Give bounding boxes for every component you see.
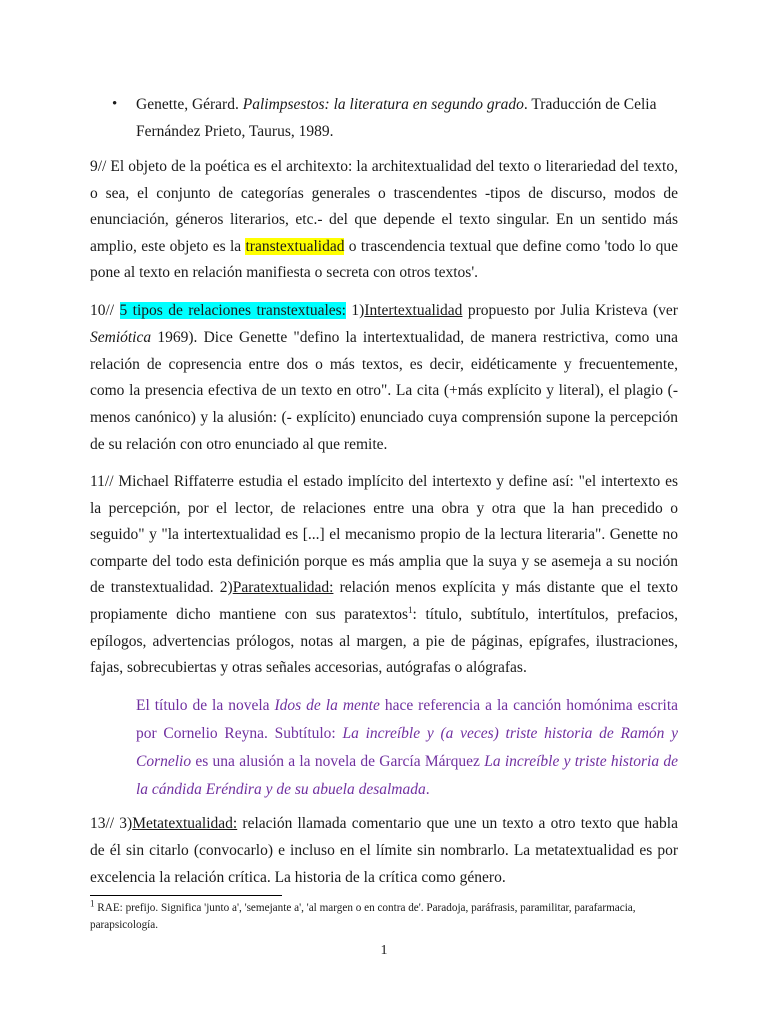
paragraph-9 <box>90 154 678 287</box>
p11-text-a: 11// Michael Riffaterre estudia el estado implícito del intertexto y define así: "el intertexto es la percepción, por el lector, de relaciones entre una obra y otra que la han precedido o seguido" y "la intertextualidad es [...] el mecanismo propio de la lectura literaria". Genette no comparte del todo esta definición porque es más amplia que la suya y se asemeja a su noción de transtextualidad. 2) <box>90 473 678 597</box>
quote-work-2: La increíble y (a veces) triste historia de Ramón y Cornelio <box>136 725 679 770</box>
p13-number: 13// 3) <box>90 815 133 832</box>
page-number: 1 <box>380 943 388 958</box>
paragraph-11 <box>90 469 678 682</box>
p11-text-c: : título, subtítulo, intertítulos, prefacios, epílogos, advertencias prólogos, notas al margen, a pie de páginas, epígrafes, ilustraciones, fajas, sobrecubiertas y otras señales accesorias, autógrafas o alógrafas. <box>90 605 678 677</box>
p10-text-b: propuesto por Julia Kristeva (ver <box>462 302 678 319</box>
footnote-text: RAE: prefijo. Significa 'junto a', 'semejante a', 'al margen o en contra de'. Paradoja, paráfrasis, paramilitar, parafarmacia, parapsicología. <box>90 902 636 931</box>
footnote-marker: 1 <box>90 898 95 909</box>
quote-text-c: es una alusión a la novela de García Márquez <box>191 753 485 770</box>
p13-text: relación llamada comentario que une un texto a otro texto que habla de él sin citarlo (convocarlo) e incluso en el límite sin nombrarlo. La metatextualidad es por excelencia la relación crítica. La historia de la crítica como género. <box>90 815 678 886</box>
example-quote <box>136 692 678 804</box>
bibliography-entry <box>136 91 676 145</box>
bib-author: Genette, Gérard. <box>136 96 243 113</box>
p10-text-c: 1969). Dice Genette "defino la intertextualidad, de manera restrictiva, como una relación de copresencia entre dos o más textos, es decir, eidéticamente y frecuentemente, como la presencia efectiva de un texto en otro". La cita (+más explícito y literal), el plagio (-menos canónico) y la alusión: (- explícito) enunciado cuya comprensión supone la percepción de su relación con otro enunciado al que remite. <box>90 328 678 453</box>
p9-text-a: 9// El objeto de la poética es el architexto: la architextualidad del texto o literariedad del texto, o sea, el conjunto de categorías generales o trascendentes -tipos de discurso, modos de enunciación, géneros literarios, etc.- del que depende el texto singular. En un sentido más amplio, este objeto es la <box>90 158 678 255</box>
p13-term: Metatextualidad: <box>132 815 238 832</box>
p10-term: Intertextualidad <box>364 302 463 319</box>
bib-title: Palimpsestos: la literatura en segundo grado <box>242 96 524 113</box>
p10-work: Semiótica <box>90 328 152 346</box>
p11-text-b: relación menos explícita y más distante que el texto propiamente dicho mantiene con sus paratextos <box>90 579 678 623</box>
footnote <box>90 900 680 934</box>
bullet-icon: • <box>112 96 118 112</box>
quote-text-b: hace referencia a la canción homónima escrita por Cornelio Reyna. Subtítulo: <box>136 697 679 742</box>
quote-work-3: La increíble y triste historia de la cándida Eréndira y de su abuela desalmada <box>136 753 678 798</box>
p9-highlight: transtextualidad <box>245 237 345 255</box>
quote-text-a: El título de la novela <box>136 697 275 714</box>
p10-number: 10// <box>90 302 120 319</box>
bib-rest: . Traducción de Celia Fernández Prieto, Taurus, 1989. <box>136 96 657 140</box>
quote-text-d: . <box>425 781 430 798</box>
p11-term: Paratextualidad: <box>232 579 334 597</box>
p10-text-a: 1) <box>346 302 365 319</box>
p9-text-b: o trascendencia textual que define como 'todo lo que pone al texto en relación manifiesta o secreta con otros textos'. <box>90 237 678 282</box>
footnote-reference[interactable]: 1 <box>408 604 413 615</box>
quote-work-1: Idos de la mente <box>274 697 380 714</box>
p10-highlight: 5 tipos de relaciones transtextuales: <box>119 302 346 319</box>
paragraph-10 <box>90 298 678 459</box>
footnote-separator <box>90 895 282 896</box>
paragraph-13 <box>90 811 678 891</box>
